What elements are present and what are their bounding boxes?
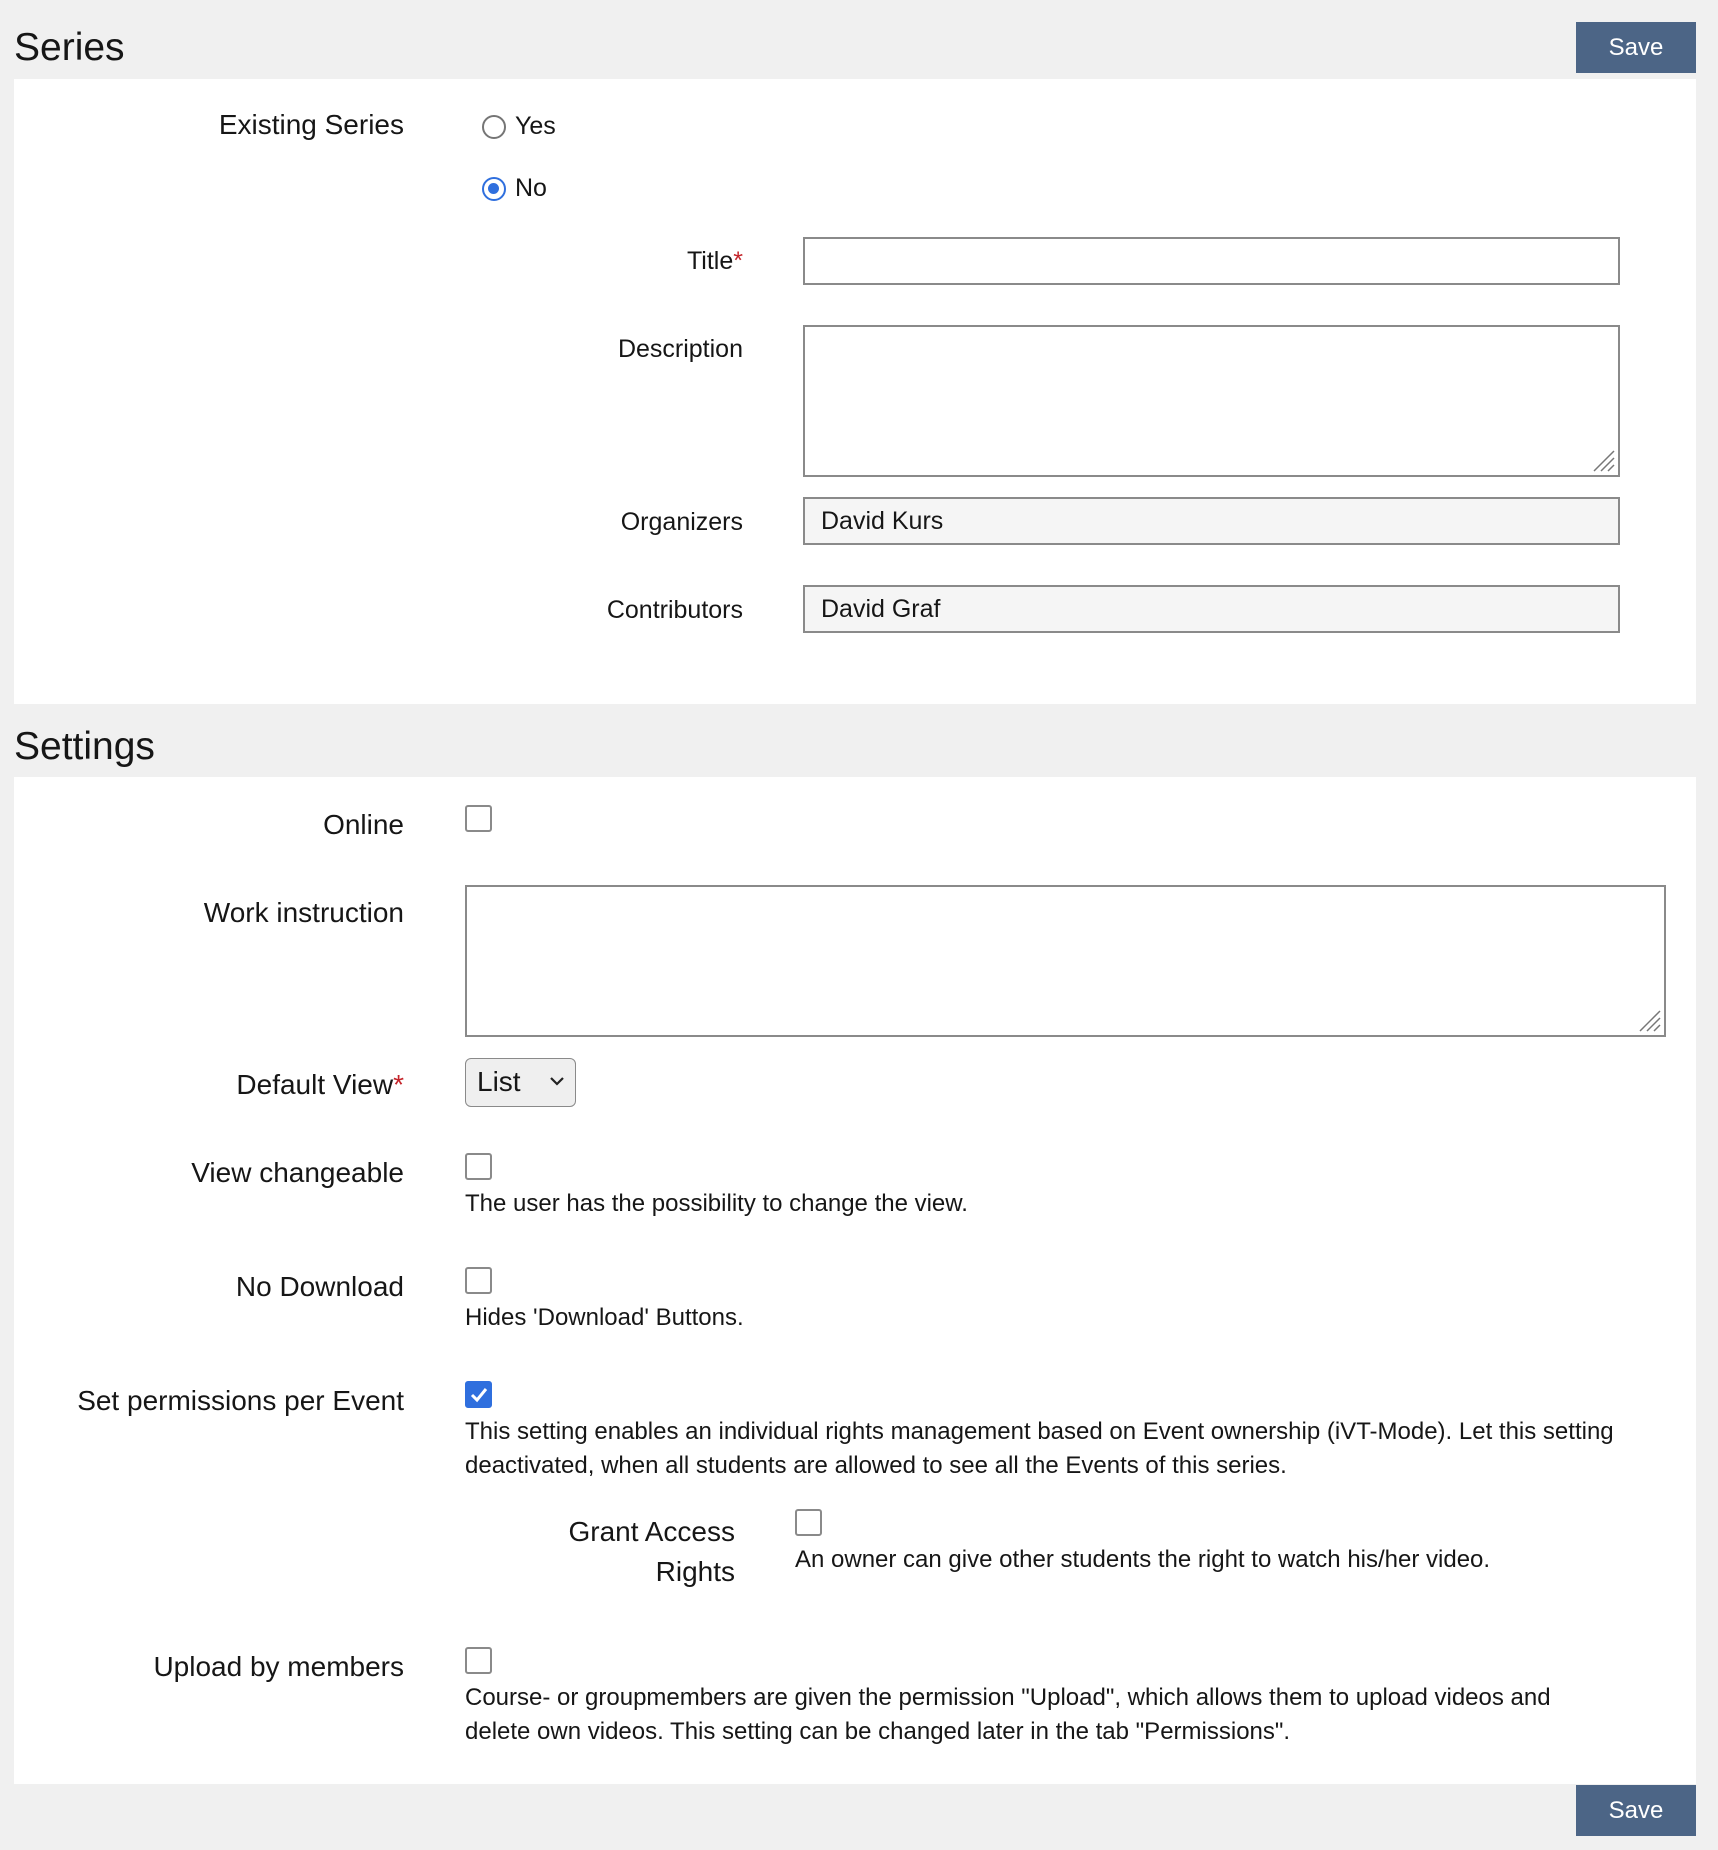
permissions-per-event-checkbox[interactable] (465, 1381, 492, 1408)
chevron-down-icon (549, 1075, 565, 1087)
online-checkbox[interactable] (465, 805, 492, 832)
grant-access-rights-label-line2: Rights (655, 1556, 735, 1587)
settings-heading: Settings (14, 725, 155, 768)
permissions-per-event-label: Set permissions per Event (77, 1385, 404, 1416)
permissions-per-event-help-line2: deactivated, when all students are allowed to see all the Events of this series. (465, 1452, 1287, 1479)
required-mark: * (393, 1069, 404, 1100)
resize-grip-icon[interactable] (1635, 1006, 1661, 1032)
view-changeable-help: The user has the possibility to change the view. (465, 1190, 968, 1217)
existing-series-no-radio[interactable] (482, 177, 506, 201)
contributors-input[interactable] (803, 585, 1620, 633)
no-download-checkbox[interactable] (465, 1267, 492, 1294)
required-mark: * (733, 247, 743, 275)
view-changeable-checkbox[interactable] (465, 1153, 492, 1180)
default-view-selected-value: List (477, 1066, 521, 1097)
online-label: Online (323, 809, 404, 840)
upload-by-members-checkbox[interactable] (465, 1647, 492, 1674)
view-changeable-label: View changeable (191, 1157, 404, 1188)
grant-access-rights-checkbox[interactable] (795, 1509, 822, 1536)
organizers-label: Organizers (620, 508, 743, 536)
description-textarea[interactable] (803, 325, 1620, 477)
existing-series-no-label[interactable]: No (515, 174, 547, 202)
upload-by-members-label: Upload by members (153, 1651, 404, 1682)
default-view-select[interactable] (465, 1058, 576, 1107)
resize-grip-icon[interactable] (1589, 446, 1615, 472)
grant-access-rights-label-line1: Grant Access (568, 1516, 735, 1547)
organizers-input[interactable] (803, 497, 1620, 545)
existing-series-yes-label[interactable]: Yes (515, 112, 556, 140)
default-view-label-text: Default View (236, 1069, 394, 1100)
save-button-top[interactable]: Save (1576, 22, 1696, 73)
upload-by-members-help-line1: Course- or groupmembers are given the permission "Upload", which allows them to upload videos and (465, 1684, 1551, 1711)
default-view-label (60, 1069, 404, 1101)
description-label: Description (617, 335, 743, 363)
existing-series-label: Existing Series (218, 109, 404, 140)
title-label (500, 247, 743, 276)
existing-series-yes-radio[interactable] (482, 115, 506, 139)
contributors-label: Contributors (606, 596, 743, 624)
grant-access-rights-help: An owner can give other students the right to watch his/her video. (795, 1546, 1491, 1573)
upload-by-members-help-line2: delete own videos. This setting can be changed later in the tab "Permissions". (465, 1718, 1291, 1745)
grant-access-rights-label (480, 1512, 735, 1592)
no-download-label: No Download (235, 1271, 404, 1302)
work-instruction-textarea[interactable] (465, 885, 1666, 1037)
checkmark-icon (468, 1384, 490, 1406)
title-input[interactable] (803, 237, 1620, 285)
work-instruction-label: Work instruction (203, 897, 404, 928)
save-button-bottom[interactable]: Save (1576, 1785, 1696, 1836)
upload-by-members-help (465, 1681, 1695, 1749)
series-heading: Series (14, 26, 125, 69)
no-download-help: Hides 'Download' Buttons. (465, 1304, 744, 1331)
permissions-per-event-help-line1: This setting enables an individual rights management based on Event ownership (iVT-Mode). Let this setting (465, 1418, 1614, 1445)
title-label-text: Title (686, 247, 734, 275)
permissions-per-event-help (465, 1415, 1695, 1483)
